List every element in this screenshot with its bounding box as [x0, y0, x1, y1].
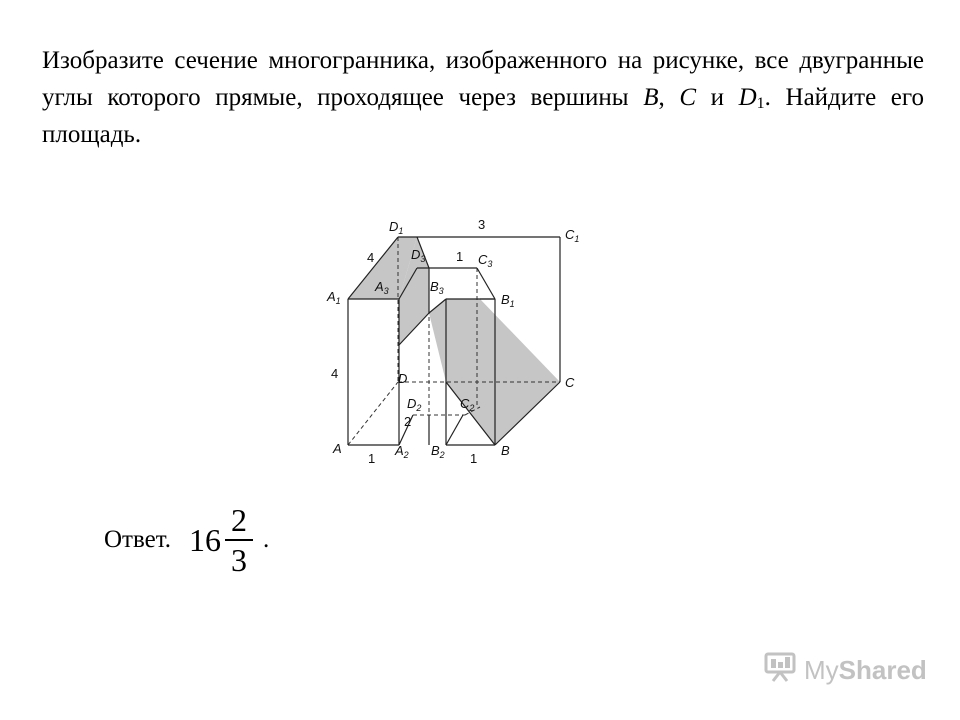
- vertex-d1: D: [738, 84, 757, 111]
- label-c3: $C_3$: [478, 252, 493, 269]
- label-b1: $B_1$: [501, 292, 515, 309]
- label-b3: $B_3$: [430, 279, 444, 296]
- label-a3: $A_3$: [375, 279, 389, 296]
- problem-text-2: . Найдите его площадь.: [42, 84, 924, 148]
- answer-fraction: [225, 504, 253, 576]
- dim-bottom-left: 1: [368, 451, 376, 466]
- polyhedron-figure: [325, 212, 595, 467]
- brand-my: My: [804, 655, 839, 685]
- label-b2: $B_2$: [431, 443, 445, 460]
- vertex-d1-subscript: 1: [756, 95, 765, 112]
- dim-bottom-right: 1: [470, 451, 478, 466]
- label-c: C: [565, 375, 575, 390]
- dim-top-back: 3: [478, 217, 486, 232]
- fraction-denominator: 3: [231, 542, 248, 578]
- label-a1: $A_1$: [327, 289, 341, 306]
- fraction-numerator: 2: [231, 502, 248, 538]
- presentation-board-icon: [764, 652, 798, 689]
- separator: ,: [658, 84, 680, 111]
- answer-whole: 16: [189, 521, 222, 558]
- polyhedron-drawing: [325, 212, 595, 467]
- problem-statement: [42, 42, 924, 153]
- brand-shared: Shared: [838, 655, 927, 685]
- label-d: D: [398, 371, 408, 386]
- and-word: и: [696, 84, 739, 111]
- problem-text-1: Изобразите сечение многогранника, изображенного на рисунке, все двугранные углы которого прямые, проходящее через вершины: [42, 47, 924, 111]
- label-b: B: [501, 443, 510, 458]
- answer-dot: .: [263, 526, 270, 553]
- label-c2: $C_2$: [460, 396, 475, 413]
- vertex-c: C: [679, 84, 697, 111]
- answer-label: Ответ.: [104, 526, 172, 553]
- dim-notch-depth: 2: [404, 414, 412, 429]
- label-d3: $D_3$: [411, 247, 426, 264]
- fraction-bar: [225, 539, 253, 541]
- dim-left-edge: 4: [331, 366, 339, 381]
- label-a: A: [333, 441, 342, 456]
- answer-line: [104, 500, 269, 580]
- dim-notch-top: 1: [456, 249, 464, 264]
- vertex-b: B: [643, 84, 659, 111]
- myshared-watermark: [764, 652, 927, 689]
- label-d2: $D_2$: [407, 396, 422, 413]
- dim-top-left: 4: [367, 250, 375, 265]
- answer-value: [189, 504, 253, 576]
- label-a2: $A_2$: [395, 443, 409, 460]
- label-c1: $C_1$: [565, 227, 580, 244]
- label-d1: $D_1$: [389, 219, 404, 236]
